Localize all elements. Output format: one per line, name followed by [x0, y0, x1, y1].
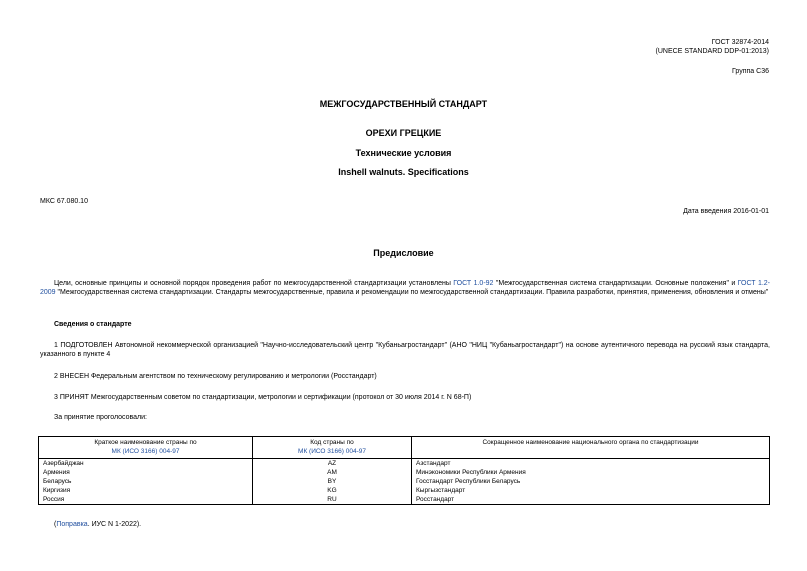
col-body-header: Сокращенное наименование национального органа по стандартизации [412, 437, 770, 459]
intro-date: Дата введения 2016-01-01 [683, 208, 769, 215]
table-row [39, 486, 770, 495]
country-cell: Азербайджан [39, 459, 253, 469]
body-cell: Госстандарт Республики Беларусь [412, 477, 770, 486]
country-cell: Беларусь [39, 477, 253, 486]
table-row [39, 495, 770, 505]
introduced-paragraph: 2 ВНЕСЕН Федеральным агентством по техническому регулированию и метрологии (Росстандарт) [54, 373, 377, 380]
code-cell: KG [253, 486, 412, 495]
prepared-paragraph: 1 ПОДГОТОВЛЕН Автономной некоммерческой организацией "Научно-исследовательский центр "Кубаньагростандарт" (АНО "НИЦ "Кубаньагростандарт") на основе аутентичного перевода на русский язык стандарта, указанного в пункте 4 [40, 342, 770, 358]
country-cell: Киргизия [39, 486, 253, 495]
product-title: ОРЕХИ ГРЕЦКИЕ [365, 128, 442, 138]
standard-type-title: МЕЖГОСУДАРСТВЕННЫЙ СТАНДАРТ [319, 99, 488, 109]
country-cell: Россия [39, 495, 253, 505]
table-row [39, 468, 770, 477]
body-cell: Азстандарт [412, 459, 770, 469]
body-cell: Минэкономики Республики Армения [412, 468, 770, 477]
spec-title: Технические условия [355, 148, 452, 158]
col-code-header [253, 437, 412, 459]
foreword-text-a: Цели, основные принципы и основной порядок проведения работ по межгосударственной стандартизации установлены [54, 280, 454, 287]
body-cell: Кыргызстандарт [412, 486, 770, 495]
code-cell: AM [253, 468, 412, 477]
unece-standard: (UNECE STANDARD DDP-01:2013) [655, 48, 769, 55]
table-row [39, 459, 770, 469]
code-cell: BY [253, 477, 412, 486]
gost-1-0-link[interactable]: ГОСТ 1.0-92 [453, 280, 494, 287]
amendment-note [54, 520, 141, 529]
code-cell: RU [253, 495, 412, 505]
foreword-text-b: "Межгосударственная система стандартизации. Основные положения" и [493, 280, 738, 287]
gost-1-2-link[interactable]: ГОСТ 1.2-2009 [40, 280, 771, 296]
voted-paragraph: За принятие проголосовали: [54, 414, 147, 421]
table-header-row [39, 437, 770, 459]
mk-iso-link-2[interactable]: МК (ИСО 3166) 004-97 [298, 448, 366, 455]
amendment-open: ( [54, 521, 57, 528]
gost-number: ГОСТ 32874-2014 [711, 39, 769, 46]
english-title: Inshell walnuts. Specifications [338, 167, 469, 177]
country-cell: Армения [39, 468, 253, 477]
foreword-text-c: "Межгосударственная система стандартизации. Стандарты межгосударственные, правила и рекомендации по межгосударственной стандартизации. Правила разработки, принятия, применения, обновления и отмены" [55, 289, 769, 296]
body-cell: Росстандарт [412, 495, 770, 505]
mk-iso-link-1[interactable]: МК (ИСО 3166) 004-97 [111, 448, 180, 455]
adopted-paragraph: 3 ПРИНЯТ Межгосударственным советом по стандартизации, метрологии и сертификации (протокол от 30 июля 2014 г. N 68-П) [54, 394, 472, 401]
code-cell: AZ [253, 459, 412, 469]
foreword-paragraph [40, 279, 770, 297]
group-code: Группа С36 [732, 68, 769, 75]
col-country-header-text: Краткое наименование страны по [94, 439, 197, 446]
col-country-header [39, 437, 253, 459]
foreword-heading: Предисловие [373, 248, 434, 258]
table-row [39, 477, 770, 486]
col-code-header-text: Код страны по [310, 439, 354, 446]
amendment-link[interactable]: Поправка [56, 521, 88, 528]
voting-table [38, 436, 770, 505]
info-heading: Сведения о стандарте [54, 321, 132, 328]
amendment-rest: . ИУС N 1-2022). [87, 521, 142, 528]
mks-code: МКС 67.080.10 [40, 198, 88, 205]
